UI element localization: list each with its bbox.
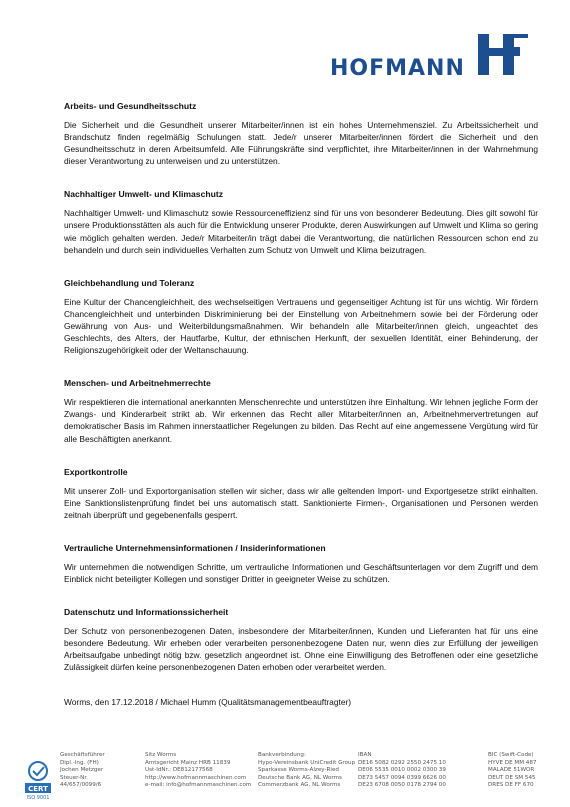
section-datenschutz — [64, 607, 538, 673]
section-text: Wir unternehmen die notwendigen Schritte, um vertrauliche Informationen und Geschäftsunterlagen vor dem Zugriff und dem Einblick nicht beteiligter Kollegen und sonstiger Dritter in geeigneter Weise zu schützen. — [64, 561, 538, 584]
footer-email-link[interactable]: e-mail: info@hofmannmaschinen.com — [145, 782, 252, 789]
footer-iban — [358, 752, 446, 790]
footer-management — [60, 752, 105, 790]
footer-line: DRES DE FF 670 — [488, 782, 534, 789]
section-heading: Menschen- und Arbeitnehmerrechte — [64, 378, 211, 389]
footer-line: Hypo-Vereinsbank UniCredit Group — [258, 759, 356, 766]
main-content — [64, 101, 538, 708]
section-heading: Nachhaltiger Umwelt- und Klimaschutz — [64, 189, 224, 200]
footer-banks — [258, 752, 355, 790]
footer-line: Bankverbindung: — [258, 752, 306, 758]
footer-line: BIC (Swift-Code) — [488, 752, 534, 758]
cert-label: CERT — [28, 785, 48, 793]
footer-line: Amtsgericht Mainz HRB 11839 — [145, 759, 231, 766]
footer — [0, 752, 570, 807]
logo-text: HOFMANN — [330, 56, 465, 76]
section-text: Nachhaltiger Umwelt- und Klimaschutz sowie Ressourceneffizienz sind für uns von besonderer Bedeutung. Dies gilt sowohl für unsere Produktionsstätten als auch für die Entwicklung unserer Produkte, deren Auswirkungen auf Umwelt und Klima so gering wie möglich gehalten werden. Jede/r Mitarbeiter/in trägt dabei die Verantwortung, die natürlichen Ressourcen schon end zu behandeln und durch sein individuelles Verhalten zum Schutz von Umwelt und Klima beizutragen. — [64, 208, 538, 255]
footer-line: Sparkasse Worms-Alzey-Ried — [258, 767, 339, 774]
footer-line: Commerzbank AG, NL Worms — [258, 782, 341, 789]
footer-bic — [488, 752, 537, 790]
footer-website-link[interactable]: http://www.hofmannmaschinen.com — [145, 774, 247, 781]
section-exportkontrolle — [64, 467, 538, 521]
section-heading: Arbeits- und Gesundheitsschutz — [64, 101, 197, 111]
footer-line: DE16 5082 0292 2550 2475 10 — [358, 759, 446, 766]
footer-line: Steuer-Nr. — [60, 774, 88, 781]
footer-company — [145, 752, 251, 790]
footer-line: DEUT DE SM 545 — [488, 774, 536, 781]
cert-sub: ISO 9001 — [26, 795, 50, 800]
certification-badge-icon — [23, 760, 53, 800]
hofmann-logo — [330, 28, 532, 76]
section-heading: Datenschutz und Informationssicherheit — [64, 607, 229, 618]
section-arbeitsschutz — [64, 101, 538, 167]
section-text: Die Sicherheit und die Gesundheit unserer Mitarbeiter/innen ist ein hohes Unternehmensziel. Zu Arbeitssicherheit und Brandschutz finden regelmäßig Schulungen statt. Jede/r unserer Mitarbeiter/innen fördert die Sicherheit und den Gesundheitsschutz in deren Arbeitsumfeld. Alle Führungskräfte sind verpflichtet, ihre Mitarbeiter/innen in der Wahrnehmung dieser Verantwortung zu unterweisen und zu unterstützen. — [64, 120, 538, 167]
footer-line: DE73 5457 0094 0399 6626 00 — [358, 774, 446, 781]
footer-line: Deutsche Bank AG, NL Worms — [258, 774, 342, 781]
section-heading: Exportkontrolle — [64, 466, 128, 477]
footer-line: DE23 6708 0050 0178 2794 00 — [358, 782, 446, 789]
section-text: Eine Kultur der Chancengleichheit, des wechselseitigen Vertrauens und gegenseitiger Achtung ist für uns wichtig. Wir fördern Chancengleichheit und unterbinden Diskriminierung bei der Einstellung von Arbeitnehmern sowie bei der Förderung oder Gewährung von Aus- und Weiterbildungsmaßnahmen. Wir behandeln alle Mitarbeiter/innen gleich, ungeachtet des Geschlechts, des Alters, der Hautfarbe, Kultur, der ethnischen Herkunft, der sexuellen Identität, einer Behinderung, der Religionszugehörigkeit oder der Weltanschauung. — [64, 296, 538, 356]
closing-signature-line: Worms, den 17.12.2018 / Michael Humm (Qualitätsmanagementbeauftragter) — [64, 697, 352, 708]
section-umweltschutz — [64, 189, 538, 255]
section-heading: Gleichbehandlung und Toleranz — [64, 277, 195, 288]
section-text: Der Schutz von personenbezogenen Daten, insbesondere der Mitarbeiter/innen, Kunden und Lieferanten hat für uns eine besondere Bedeutung. Wir erheben oder verarbeiten personenbezogene Daten nur, wenn dies zur Erfüllung der jeweiligen Arbeitsaufgabe unbedingt nötig bzw. gesetzlich angeordnet ist. Ohne eine Einwilligung des Betroffenen oder eine gesetzliche Zulässigkeit dürfen keine personenbezogenen Daten erhoben oder verarbeitet werden. — [64, 626, 538, 673]
footer-line: Jochen Metzger — [60, 767, 104, 774]
footer-line: DE06 5535 0010 0002 0300 39 — [358, 767, 446, 774]
footer-line: MALADE 51WOR — [488, 767, 535, 774]
footer-line: HYVE DE MM 487 — [488, 759, 537, 766]
section-gleichbehandlung — [64, 278, 538, 356]
footer-line: IBAN — [358, 752, 372, 758]
section-heading: Vertrauliche Unternehmensinformationen / Insiderinformationen — [64, 542, 326, 553]
footer-line: 44/657/0099/6 — [60, 782, 102, 789]
section-text: Wir respektieren die international anerkannten Menschenrechte und unterstützen ihre Einhaltung. Wir lehnen jegliche Form der Zwangs- und Kinderarbeit strikt ab. Wir erkennen das Recht aller Mitarbeiter/innen an, Arbeitnehmervertretungen auf demokratischer Basis im Rahmen innerstaatlicher Regelungen zu bilden. Das Recht auf eine angemessene Vergütung wird für alle Beschäftigten anerkannt. — [64, 397, 538, 444]
footer-line: Ust-IdNr.: DE812177568 — [145, 767, 213, 774]
footer-line: Dipl.-Ing. (FH) — [60, 759, 99, 766]
footer-line: Sitz Worms — [145, 752, 177, 758]
section-text: Mit unserer Zoll- und Exportorganisation stellen wir sicher, dass wir alle geltenden Import- und Exportgesetze strikt einhalten. Eine Sanktionslistenprüfung findet bei uns automatisch statt. Sanktionierte Firmen-, Organisationen und Personen werden zeitnah überprüft und gegebenenfalls gesperrt. — [64, 485, 538, 520]
footer-line: Geschäftsführer — [60, 752, 105, 758]
section-menschenrechte — [64, 378, 538, 444]
section-vertraulich — [64, 543, 538, 585]
